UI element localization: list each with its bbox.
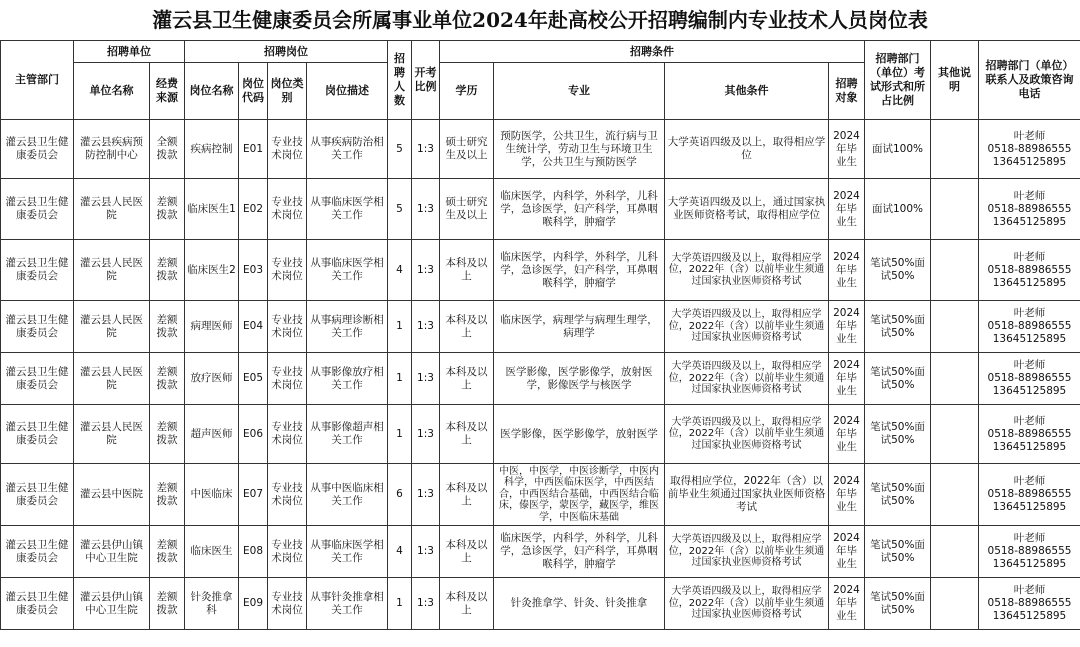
cell-post: 针灸推拿科 xyxy=(185,578,239,630)
cell-code: E06 xyxy=(239,405,268,464)
header-target: 招聘对象 xyxy=(829,63,865,120)
contact-phone: 0518-88986555 xyxy=(987,597,1072,609)
cell-major: 临床医学，病理学与病理生理学，病理学 xyxy=(494,301,665,353)
cell-type: 专业技术岗位 xyxy=(268,240,307,301)
cell-contact xyxy=(979,120,1080,179)
cell-ratio: 1:3 xyxy=(412,353,440,405)
cell-contact xyxy=(979,578,1080,630)
cell-contact xyxy=(979,464,1080,526)
cell-note xyxy=(931,179,979,240)
cell-major: 临床医学，内科学，外科学，儿科学，急诊医学，妇产科学，耳鼻咽喉科学，肿瘤学 xyxy=(494,240,665,301)
contact-name: 叶老师 xyxy=(1013,475,1046,487)
page-title: 灌云县卫生健康委员会所属事业单位2024年赴高校公开招聘编制内专业技术人员岗位表 xyxy=(152,8,928,32)
cell-contact xyxy=(979,301,1080,353)
cell-dept: 灌云县卫生健康委员会 xyxy=(1,464,74,526)
header-exam: 招聘部门（单位）考试形式和所占比例 xyxy=(865,41,931,120)
contact-mobile: 13645125895 xyxy=(992,155,1067,168)
cell-unit: 灌云县人民医院 xyxy=(74,240,150,301)
cell-other: 大学英语四级及以上，取得相应学位，2022年（含）以前毕业生须通过国家执业医师资格考试 xyxy=(665,405,829,464)
cell-exam: 笔试50%面试50% xyxy=(865,301,931,353)
cell-note xyxy=(931,120,979,179)
cell-fund: 差额拨款 xyxy=(150,464,185,526)
cell-code: E03 xyxy=(239,240,268,301)
cell-unit: 灌云县中医院 xyxy=(74,464,150,526)
cell-type: 专业技术岗位 xyxy=(268,179,307,240)
header-ratio: 开考比例 xyxy=(412,41,440,120)
cell-contact xyxy=(979,240,1080,301)
cell-ratio: 1:3 xyxy=(412,405,440,464)
contact-phone: 0518-88986555 xyxy=(987,142,1072,155)
table-row xyxy=(1,578,1080,630)
contact-phone: 0518-88986555 xyxy=(987,427,1072,440)
cell-desc: 从事临床医学相关工作 xyxy=(307,240,388,301)
table-row xyxy=(1,240,1080,301)
cell-unit: 灌云县疾病预防控制中心 xyxy=(74,120,150,179)
header-unit-name: 单位名称 xyxy=(74,63,150,120)
cell-unit: 灌云县人民医院 xyxy=(74,353,150,405)
cell-count: 1 xyxy=(388,405,412,464)
cell-fund: 全额拨款 xyxy=(150,120,185,179)
contact-mobile: 13645125895 xyxy=(992,333,1067,345)
cell-note xyxy=(931,464,979,526)
cell-ratio: 1:3 xyxy=(412,301,440,353)
cell-post: 临床医生1 xyxy=(185,179,239,240)
contact-name: 叶老师 xyxy=(1013,129,1046,142)
cell-dept: 灌云县卫生健康委员会 xyxy=(1,405,74,464)
cell-code: E09 xyxy=(239,578,268,630)
contact-phone: 0518-88986555 xyxy=(987,263,1072,276)
cell-contact xyxy=(979,179,1080,240)
cell-post: 病理医师 xyxy=(185,301,239,353)
cell-major: 针灸推拿学、针灸、针灸推拿 xyxy=(494,578,665,630)
cell-fund: 差额拨款 xyxy=(150,405,185,464)
header-group-post: 招聘岗位 xyxy=(185,41,388,63)
cell-exam: 笔试50%面试50% xyxy=(865,526,931,578)
cell-ratio: 1:3 xyxy=(412,464,440,526)
cell-note xyxy=(931,353,979,405)
header-dept: 主管部门 xyxy=(1,41,74,120)
cell-ratio: 1:3 xyxy=(412,578,440,630)
cell-edu: 本科及以上 xyxy=(440,464,494,526)
cell-exam: 面试100% xyxy=(865,120,931,179)
header-post-desc: 岗位描述 xyxy=(307,63,388,120)
cell-edu: 本科及以上 xyxy=(440,353,494,405)
header-edu: 学历 xyxy=(440,63,494,120)
cell-count: 5 xyxy=(388,179,412,240)
contact-name: 叶老师 xyxy=(1013,250,1046,263)
header-post-name: 岗位名称 xyxy=(185,63,239,120)
cell-target: 2024年毕业生 xyxy=(829,464,865,526)
header-major: 专业 xyxy=(494,63,665,120)
cell-exam: 笔试50%面试50% xyxy=(865,240,931,301)
cell-post: 超声医师 xyxy=(185,405,239,464)
cell-dept: 灌云县卫生健康委员会 xyxy=(1,301,74,353)
cell-major: 中医，中医学，中医诊断学，中医内科学，中西医临床医学，中西医结合，中西医结合基础，中西医结合临床，傣医学，蒙医学，藏医学，维医学，中医临床基础 xyxy=(494,464,665,526)
cell-fund: 差额拨款 xyxy=(150,301,185,353)
cell-count: 5 xyxy=(388,120,412,179)
cell-other: 取得相应学位，2022年（含）以前毕业生须通过国家执业医师资格考试 xyxy=(665,464,829,526)
header-group-unit: 招聘单位 xyxy=(74,41,185,63)
cell-edu: 硕士研究生及以上 xyxy=(440,179,494,240)
table-row xyxy=(1,353,1080,405)
cell-edu: 本科及以上 xyxy=(440,301,494,353)
contact-phone: 0518-88986555 xyxy=(987,488,1072,500)
contact-phone: 0518-88986555 xyxy=(987,545,1072,557)
cell-exam: 面试100% xyxy=(865,179,931,240)
recruitment-table xyxy=(0,40,1080,630)
cell-dept: 灌云县卫生健康委员会 xyxy=(1,353,74,405)
cell-post: 中医临床 xyxy=(185,464,239,526)
cell-count: 1 xyxy=(388,353,412,405)
cell-fund: 差额拨款 xyxy=(150,240,185,301)
contact-name: 叶老师 xyxy=(1013,532,1046,544)
contact-mobile: 13645125895 xyxy=(992,440,1067,453)
contact-mobile: 13645125895 xyxy=(992,276,1067,289)
cell-major: 预防医学，公共卫生，流行病与卫生统计学，劳动卫生与环境卫生学，公共卫生与预防医学 xyxy=(494,120,665,179)
cell-target: 2024年毕业生 xyxy=(829,179,865,240)
cell-count: 1 xyxy=(388,301,412,353)
cell-dept: 灌云县卫生健康委员会 xyxy=(1,179,74,240)
header-fund: 经费来源 xyxy=(150,63,185,120)
cell-type: 专业技术岗位 xyxy=(268,405,307,464)
cell-count: 4 xyxy=(388,240,412,301)
cell-code: E02 xyxy=(239,179,268,240)
header-group-conditions: 招聘条件 xyxy=(440,41,865,63)
cell-code: E05 xyxy=(239,353,268,405)
cell-dept: 灌云县卫生健康委员会 xyxy=(1,578,74,630)
cell-note xyxy=(931,240,979,301)
cell-target: 2024年毕业生 xyxy=(829,301,865,353)
contact-phone: 0518-88986555 xyxy=(987,320,1072,332)
cell-exam: 笔试50%面试50% xyxy=(865,578,931,630)
cell-desc: 从事针灸推拿相关工作 xyxy=(307,578,388,630)
cell-fund: 差额拨款 xyxy=(150,526,185,578)
cell-desc: 从事疾病防治相关工作 xyxy=(307,120,388,179)
cell-code: E01 xyxy=(239,120,268,179)
cell-post: 放疗医师 xyxy=(185,353,239,405)
cell-other: 大学英语四级及以上，取得相应学位，2022年（含）以前毕业生须通过国家执业医师资格考试 xyxy=(665,578,829,630)
cell-desc: 从事中医临床相关工作 xyxy=(307,464,388,526)
cell-note xyxy=(931,578,979,630)
header-note: 其他说明 xyxy=(931,41,979,120)
cell-target: 2024年毕业生 xyxy=(829,578,865,630)
contact-name: 叶老师 xyxy=(1013,414,1046,427)
cell-contact xyxy=(979,353,1080,405)
cell-target: 2024年毕业生 xyxy=(829,526,865,578)
table-row xyxy=(1,179,1080,240)
cell-note xyxy=(931,526,979,578)
cell-unit: 灌云县伊山镇中心卫生院 xyxy=(74,578,150,630)
cell-fund: 差额拨款 xyxy=(150,353,185,405)
cell-exam: 笔试50%面试50% xyxy=(865,464,931,526)
cell-other: 大学英语四级及以上，取得相应学位 xyxy=(665,120,829,179)
cell-target: 2024年毕业生 xyxy=(829,120,865,179)
cell-desc: 从事影像放疗相关工作 xyxy=(307,353,388,405)
contact-mobile: 13645125895 xyxy=(992,385,1067,397)
cell-count: 6 xyxy=(388,464,412,526)
cell-ratio: 1:3 xyxy=(412,179,440,240)
cell-type: 专业技术岗位 xyxy=(268,353,307,405)
cell-target: 2024年毕业生 xyxy=(829,353,865,405)
header-post-code: 岗位代码 xyxy=(239,63,268,120)
contact-name: 叶老师 xyxy=(1013,307,1046,319)
cell-unit: 灌云县人民医院 xyxy=(74,405,150,464)
cell-edu: 硕士研究生及以上 xyxy=(440,120,494,179)
cell-dept: 灌云县卫生健康委员会 xyxy=(1,526,74,578)
cell-type: 专业技术岗位 xyxy=(268,301,307,353)
cell-count: 4 xyxy=(388,526,412,578)
table-row xyxy=(1,526,1080,578)
cell-unit: 灌云县人民医院 xyxy=(74,301,150,353)
cell-note xyxy=(931,301,979,353)
contact-mobile: 13645125895 xyxy=(992,558,1067,570)
cell-post: 临床医生 xyxy=(185,526,239,578)
cell-count: 1 xyxy=(388,578,412,630)
cell-major: 医学影像，医学影像学，放射医学，影像医学与核医学 xyxy=(494,353,665,405)
cell-unit: 灌云县人民医院 xyxy=(74,179,150,240)
cell-other: 大学英语四级及以上，取得相应学位，2022年（含）以前毕业生须通过国家执业医师资格考试 xyxy=(665,301,829,353)
cell-edu: 本科及以上 xyxy=(440,240,494,301)
contact-phone: 0518-88986555 xyxy=(987,372,1072,384)
table-row xyxy=(1,464,1080,526)
cell-fund: 差额拨款 xyxy=(150,578,185,630)
contact-mobile: 13645125895 xyxy=(992,501,1067,513)
cell-unit: 灌云县伊山镇中心卫生院 xyxy=(74,526,150,578)
table-row xyxy=(1,120,1080,179)
contact-name: 叶老师 xyxy=(1013,359,1046,371)
cell-ratio: 1:3 xyxy=(412,240,440,301)
cell-note xyxy=(931,405,979,464)
cell-exam: 笔试50%面试50% xyxy=(865,405,931,464)
cell-contact xyxy=(979,405,1080,464)
cell-major: 临床医学，内科学，外科学，儿科学，急诊医学，妇产科学，耳鼻咽喉科学，肿瘤学 xyxy=(494,526,665,578)
contact-mobile: 13645125895 xyxy=(992,215,1067,228)
cell-dept: 灌云县卫生健康委员会 xyxy=(1,240,74,301)
cell-exam: 笔试50%面试50% xyxy=(865,353,931,405)
contact-name: 叶老师 xyxy=(1013,189,1046,202)
header-post-type: 岗位类别 xyxy=(268,63,307,120)
cell-type: 专业技术岗位 xyxy=(268,464,307,526)
cell-post: 疾病控制 xyxy=(185,120,239,179)
cell-post: 临床医生2 xyxy=(185,240,239,301)
cell-code: E04 xyxy=(239,301,268,353)
table-row xyxy=(1,405,1080,464)
cell-ratio: 1:3 xyxy=(412,526,440,578)
cell-desc: 从事临床医学相关工作 xyxy=(307,179,388,240)
cell-dept: 灌云县卫生健康委员会 xyxy=(1,120,74,179)
header-count: 招聘人数 xyxy=(388,41,412,120)
contact-mobile: 13645125895 xyxy=(992,610,1067,622)
cell-edu: 本科及以上 xyxy=(440,405,494,464)
cell-other: 大学英语四级及以上，取得相应学位，2022年（含）以前毕业生须通过国家执业医师资格考试 xyxy=(665,240,829,301)
cell-type: 专业技术岗位 xyxy=(268,526,307,578)
cell-desc: 从事病理诊断相关工作 xyxy=(307,301,388,353)
cell-contact xyxy=(979,526,1080,578)
header-other: 其他条件 xyxy=(665,63,829,120)
cell-other: 大学英语四级及以上，取得相应学位，2022年（含）以前毕业生须通过国家执业医师资格考试 xyxy=(665,526,829,578)
cell-target: 2024年毕业生 xyxy=(829,240,865,301)
cell-desc: 从事临床医学相关工作 xyxy=(307,526,388,578)
cell-other: 大学英语四级及以上，通过国家执业医师资格考试，取得相应学位 xyxy=(665,179,829,240)
cell-code: E08 xyxy=(239,526,268,578)
cell-desc: 从事影像超声相关工作 xyxy=(307,405,388,464)
cell-code: E07 xyxy=(239,464,268,526)
contact-phone: 0518-88986555 xyxy=(987,202,1072,215)
contact-name: 叶老师 xyxy=(1013,584,1046,596)
cell-edu: 本科及以上 xyxy=(440,526,494,578)
cell-fund: 差额拨款 xyxy=(150,179,185,240)
cell-major: 医学影像，医学影像学，放射医学 xyxy=(494,405,665,464)
cell-type: 专业技术岗位 xyxy=(268,578,307,630)
cell-major: 临床医学，内科学，外科学，儿科学，急诊医学，妇产科学，耳鼻咽喉科学，肿瘤学 xyxy=(494,179,665,240)
cell-other: 大学英语四级及以上，取得相应学位，2022年（含）以前毕业生须通过国家执业医师资格考试 xyxy=(665,353,829,405)
cell-type: 专业技术岗位 xyxy=(268,120,307,179)
cell-ratio: 1:3 xyxy=(412,120,440,179)
cell-edu: 本科及以上 xyxy=(440,578,494,630)
cell-target: 2024年毕业生 xyxy=(829,405,865,464)
header-contact: 招聘部门（单位） 联系人及政策咨询电话 xyxy=(979,41,1080,120)
table-row xyxy=(1,301,1080,353)
